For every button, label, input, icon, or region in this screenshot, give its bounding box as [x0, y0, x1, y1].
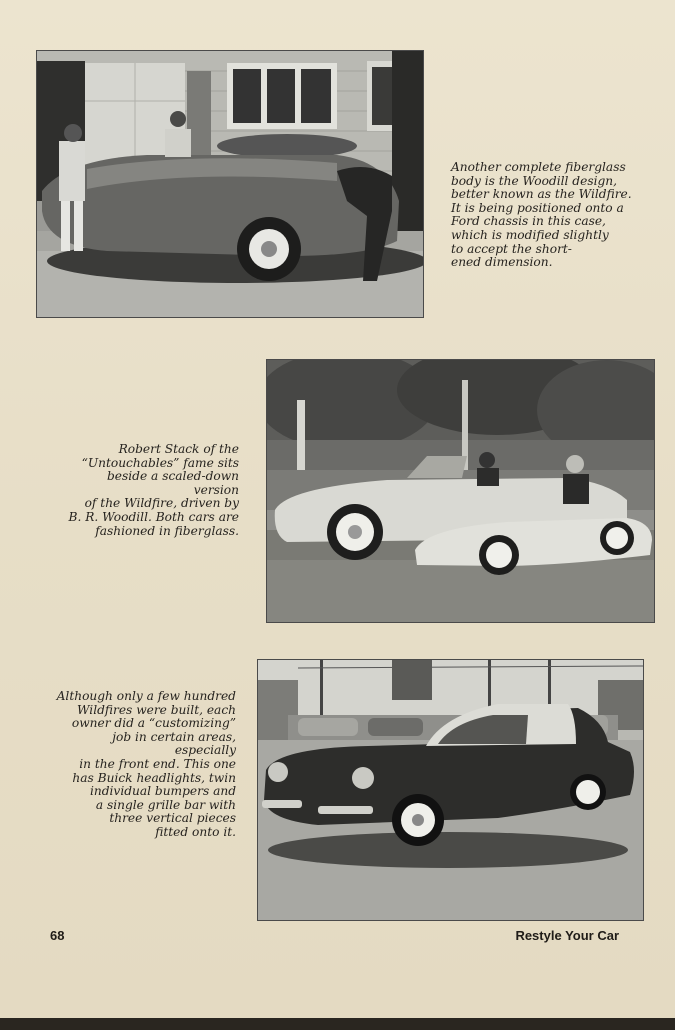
photo-fiberglass-body-on-chassis: [36, 50, 424, 318]
page-number: 68: [50, 928, 65, 943]
page-bottom-edge: [0, 1018, 675, 1030]
caption-robert-stack: Robert Stack of the “Untouchables” fame sits beside a scaled-down version of the Wildfire, driven by B. R. Woodill. Both cars are fashioned in fiberglass.: [68, 442, 239, 538]
photo-robert-stack-wildfire: [266, 359, 655, 623]
caption-customized-wildfire: Although only a few hundred Wildfires were built, each owner did a “customizing” job in certain areas, especially in the front end. This one has Buick headlights, twin individual bumpers and a single grille bar with three vertical pieces fitted onto it.: [56, 689, 236, 839]
photo-customized-wildfire: [257, 659, 644, 921]
caption-woodill-fiberglass-body: Another complete fiberglass body is the Woodill design, better known as the Wildfire. It is being positioned onto a Ford chassis in this case, which is modified slightly to accept the short- ened dimension.: [451, 160, 632, 270]
running-title: Restyle Your Car: [515, 928, 619, 943]
